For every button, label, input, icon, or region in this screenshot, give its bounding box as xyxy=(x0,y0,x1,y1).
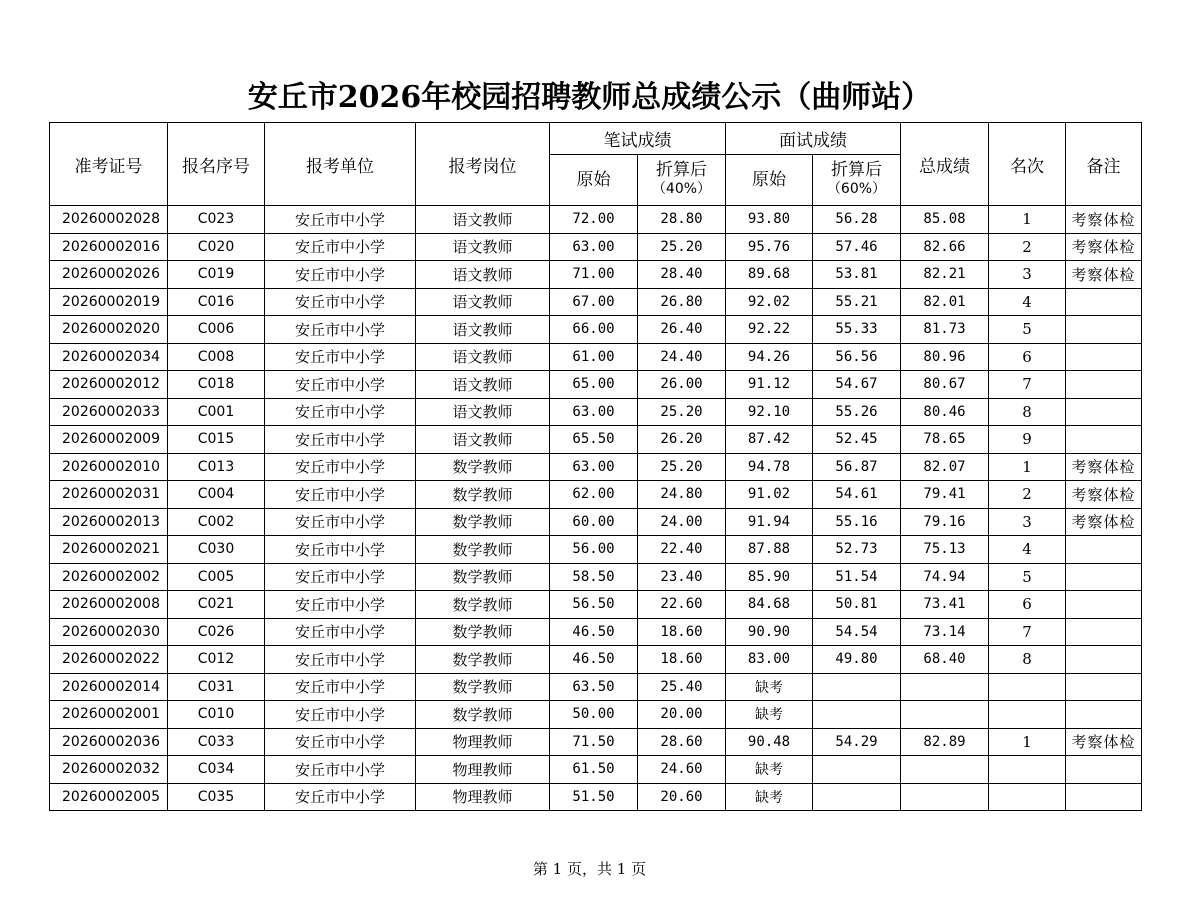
cell-interview-raw: 缺考 xyxy=(726,783,813,811)
cell-interview-raw: 90.90 xyxy=(726,618,813,646)
cell-rank: 2 xyxy=(989,233,1066,261)
cell-rank: 3 xyxy=(989,261,1066,289)
cell-interview-raw: 91.94 xyxy=(726,508,813,536)
cell-written-converted: 25.20 xyxy=(638,398,726,426)
cell-interview-converted xyxy=(813,783,901,811)
cell-rank: 7 xyxy=(989,371,1066,399)
header-written-score: 笔试成绩 xyxy=(550,123,726,155)
cell-written-converted: 18.60 xyxy=(638,646,726,674)
cell-written-converted: 18.60 xyxy=(638,618,726,646)
cell-position: 语文教师 xyxy=(416,343,550,371)
cell-interview-converted: 55.16 xyxy=(813,508,901,536)
cell-note: 考察体检 xyxy=(1066,728,1142,756)
cell-exam-id: 20260002008 xyxy=(50,591,168,619)
cell-rank: 1 xyxy=(989,206,1066,234)
table-row xyxy=(50,343,1142,371)
cell-position: 语文教师 xyxy=(416,206,550,234)
cell-position: 数学教师 xyxy=(416,508,550,536)
cell-total: 78.65 xyxy=(901,426,989,454)
cell-note xyxy=(1066,646,1142,674)
cell-written-raw: 60.00 xyxy=(550,508,638,536)
cell-total: 79.41 xyxy=(901,481,989,509)
table-row xyxy=(50,646,1142,674)
cell-total: 82.21 xyxy=(901,261,989,289)
cell-unit: 安丘市中小学 xyxy=(265,756,416,784)
cell-written-raw: 46.50 xyxy=(550,618,638,646)
cell-interview-raw: 87.42 xyxy=(726,426,813,454)
cell-reg-no: C015 xyxy=(168,426,265,454)
cell-interview-converted: 55.21 xyxy=(813,288,901,316)
cell-unit: 安丘市中小学 xyxy=(265,316,416,344)
cell-unit: 安丘市中小学 xyxy=(265,646,416,674)
score-table xyxy=(49,122,1142,811)
cell-written-raw: 63.00 xyxy=(550,453,638,481)
cell-interview-converted: 52.45 xyxy=(813,426,901,454)
page-footer: 第 1 页，共 1 页 xyxy=(532,860,647,878)
cell-exam-id: 20260002014 xyxy=(50,673,168,701)
cell-reg-no: C031 xyxy=(168,673,265,701)
cell-total: 73.41 xyxy=(901,591,989,619)
cell-total: 80.46 xyxy=(901,398,989,426)
cell-total: 79.16 xyxy=(901,508,989,536)
header-written-converted xyxy=(638,155,726,206)
cell-interview-raw: 87.88 xyxy=(726,536,813,564)
cell-position: 物理教师 xyxy=(416,756,550,784)
cell-unit: 安丘市中小学 xyxy=(265,536,416,564)
table-row xyxy=(50,591,1142,619)
cell-total: 82.89 xyxy=(901,728,989,756)
cell-written-converted: 25.20 xyxy=(638,453,726,481)
cell-note xyxy=(1066,618,1142,646)
cell-total xyxy=(901,756,989,784)
table-row xyxy=(50,426,1142,454)
cell-interview-raw: 89.68 xyxy=(726,261,813,289)
cell-interview-converted: 53.81 xyxy=(813,261,901,289)
cell-total: 80.67 xyxy=(901,371,989,399)
table-row xyxy=(50,453,1142,481)
cell-interview-converted: 56.56 xyxy=(813,343,901,371)
cell-unit: 安丘市中小学 xyxy=(265,508,416,536)
cell-unit: 安丘市中小学 xyxy=(265,233,416,261)
cell-reg-no: C023 xyxy=(168,206,265,234)
cell-position: 语文教师 xyxy=(416,426,550,454)
header-written-raw: 原始 xyxy=(550,155,638,206)
cell-unit: 安丘市中小学 xyxy=(265,673,416,701)
cell-unit: 安丘市中小学 xyxy=(265,288,416,316)
cell-position: 物理教师 xyxy=(416,783,550,811)
cell-rank: 3 xyxy=(989,508,1066,536)
cell-note xyxy=(1066,756,1142,784)
cell-total: 85.08 xyxy=(901,206,989,234)
header-total: 总成绩 xyxy=(901,123,989,206)
cell-written-converted: 25.20 xyxy=(638,233,726,261)
cell-exam-id: 20260002005 xyxy=(50,783,168,811)
cell-position: 数学教师 xyxy=(416,591,550,619)
cell-interview-converted: 56.87 xyxy=(813,453,901,481)
cell-total: 73.14 xyxy=(901,618,989,646)
cell-interview-converted xyxy=(813,673,901,701)
cell-reg-no: C033 xyxy=(168,728,265,756)
cell-interview-converted: 55.26 xyxy=(813,398,901,426)
cell-reg-no: C034 xyxy=(168,756,265,784)
cell-written-converted: 28.60 xyxy=(638,728,726,756)
table-row xyxy=(50,206,1142,234)
cell-exam-id: 20260002012 xyxy=(50,371,168,399)
cell-written-raw: 63.00 xyxy=(550,233,638,261)
cell-rank: 5 xyxy=(989,563,1066,591)
cell-position: 语文教师 xyxy=(416,316,550,344)
cell-position: 数学教师 xyxy=(416,618,550,646)
cell-written-raw: 46.50 xyxy=(550,646,638,674)
cell-rank: 4 xyxy=(989,536,1066,564)
cell-rank: 4 xyxy=(989,288,1066,316)
cell-written-raw: 50.00 xyxy=(550,701,638,729)
cell-interview-raw: 91.12 xyxy=(726,371,813,399)
cell-total: 80.96 xyxy=(901,343,989,371)
cell-written-converted: 26.80 xyxy=(638,288,726,316)
cell-rank: 6 xyxy=(989,343,1066,371)
cell-rank: 1 xyxy=(989,728,1066,756)
cell-written-converted: 26.40 xyxy=(638,316,726,344)
cell-written-converted: 23.40 xyxy=(638,563,726,591)
cell-rank: 2 xyxy=(989,481,1066,509)
cell-reg-no: C002 xyxy=(168,508,265,536)
table-row xyxy=(50,701,1142,729)
cell-interview-converted xyxy=(813,756,901,784)
table-row xyxy=(50,481,1142,509)
cell-note xyxy=(1066,316,1142,344)
cell-exam-id: 20260002036 xyxy=(50,728,168,756)
header-interview-converted-label: 折算后 xyxy=(831,160,882,180)
cell-interview-raw: 84.68 xyxy=(726,591,813,619)
cell-reg-no: C013 xyxy=(168,453,265,481)
cell-exam-id: 20260002013 xyxy=(50,508,168,536)
cell-unit: 安丘市中小学 xyxy=(265,701,416,729)
cell-interview-raw: 93.80 xyxy=(726,206,813,234)
cell-note xyxy=(1066,343,1142,371)
cell-note: 考察体检 xyxy=(1066,233,1142,261)
cell-reg-no: C035 xyxy=(168,783,265,811)
cell-written-raw: 56.50 xyxy=(550,591,638,619)
cell-position: 数学教师 xyxy=(416,481,550,509)
cell-interview-converted: 56.28 xyxy=(813,206,901,234)
cell-note xyxy=(1066,288,1142,316)
cell-interview-raw: 92.02 xyxy=(726,288,813,316)
cell-written-converted: 28.40 xyxy=(638,261,726,289)
cell-unit: 安丘市中小学 xyxy=(265,618,416,646)
cell-position: 语文教师 xyxy=(416,288,550,316)
cell-written-raw: 65.50 xyxy=(550,426,638,454)
cell-exam-id: 20260002028 xyxy=(50,206,168,234)
cell-interview-converted: 51.54 xyxy=(813,563,901,591)
cell-written-converted: 20.60 xyxy=(638,783,726,811)
cell-written-converted: 26.20 xyxy=(638,426,726,454)
cell-note xyxy=(1066,591,1142,619)
table-row xyxy=(50,756,1142,784)
cell-exam-id: 20260002021 xyxy=(50,536,168,564)
cell-written-raw: 65.00 xyxy=(550,371,638,399)
table-row xyxy=(50,288,1142,316)
cell-exam-id: 20260002026 xyxy=(50,261,168,289)
cell-interview-converted: 54.61 xyxy=(813,481,901,509)
cell-interview-raw: 94.78 xyxy=(726,453,813,481)
cell-interview-raw: 91.02 xyxy=(726,481,813,509)
cell-unit: 安丘市中小学 xyxy=(265,343,416,371)
cell-written-converted: 25.40 xyxy=(638,673,726,701)
table-row xyxy=(50,508,1142,536)
cell-interview-raw: 85.90 xyxy=(726,563,813,591)
header-written-converted-label: 折算后 xyxy=(656,160,707,180)
cell-position: 语文教师 xyxy=(416,398,550,426)
table-row xyxy=(50,783,1142,811)
cell-reg-no: C008 xyxy=(168,343,265,371)
cell-rank: 1 xyxy=(989,453,1066,481)
cell-position: 物理教师 xyxy=(416,728,550,756)
cell-note xyxy=(1066,536,1142,564)
cell-exam-id: 20260002031 xyxy=(50,481,168,509)
cell-interview-raw: 90.48 xyxy=(726,728,813,756)
cell-interview-raw: 92.10 xyxy=(726,398,813,426)
cell-rank xyxy=(989,673,1066,701)
cell-interview-raw: 缺考 xyxy=(726,673,813,701)
cell-unit: 安丘市中小学 xyxy=(265,371,416,399)
cell-interview-converted: 54.54 xyxy=(813,618,901,646)
table-row xyxy=(50,728,1142,756)
cell-reg-no: C010 xyxy=(168,701,265,729)
cell-interview-raw: 83.00 xyxy=(726,646,813,674)
cell-position: 数学教师 xyxy=(416,563,550,591)
cell-exam-id: 20260002022 xyxy=(50,646,168,674)
cell-written-raw: 71.00 xyxy=(550,261,638,289)
header-written-percent: （40%） xyxy=(651,181,712,197)
cell-position: 数学教师 xyxy=(416,453,550,481)
cell-reg-no: C018 xyxy=(168,371,265,399)
cell-written-raw: 72.00 xyxy=(550,206,638,234)
cell-written-converted: 24.00 xyxy=(638,508,726,536)
table-row xyxy=(50,371,1142,399)
header-interview-converted xyxy=(813,155,901,206)
cell-written-raw: 61.50 xyxy=(550,756,638,784)
cell-exam-id: 20260002010 xyxy=(50,453,168,481)
header-interview-raw: 原始 xyxy=(726,155,813,206)
cell-written-converted: 24.60 xyxy=(638,756,726,784)
cell-interview-raw: 92.22 xyxy=(726,316,813,344)
score-table-body xyxy=(50,206,1142,811)
header-interview-percent: （60%） xyxy=(826,181,887,197)
cell-interview-raw: 缺考 xyxy=(726,701,813,729)
cell-written-raw: 62.00 xyxy=(550,481,638,509)
table-row xyxy=(50,563,1142,591)
cell-total: 81.73 xyxy=(901,316,989,344)
cell-written-converted: 28.80 xyxy=(638,206,726,234)
cell-unit: 安丘市中小学 xyxy=(265,591,416,619)
cell-written-raw: 61.00 xyxy=(550,343,638,371)
cell-exam-id: 20260002001 xyxy=(50,701,168,729)
cell-total: 75.13 xyxy=(901,536,989,564)
cell-written-converted: 22.40 xyxy=(638,536,726,564)
cell-interview-converted: 50.81 xyxy=(813,591,901,619)
cell-reg-no: C001 xyxy=(168,398,265,426)
header-reg-no: 报名序号 xyxy=(168,123,265,206)
cell-exam-id: 20260002032 xyxy=(50,756,168,784)
cell-total: 82.07 xyxy=(901,453,989,481)
table-row xyxy=(50,261,1142,289)
cell-interview-converted: 54.67 xyxy=(813,371,901,399)
cell-written-converted: 20.00 xyxy=(638,701,726,729)
cell-note: 考察体检 xyxy=(1066,261,1142,289)
cell-rank: 5 xyxy=(989,316,1066,344)
cell-total: 82.66 xyxy=(901,233,989,261)
cell-exam-id: 20260002033 xyxy=(50,398,168,426)
cell-interview-raw: 94.26 xyxy=(726,343,813,371)
cell-total: 82.01 xyxy=(901,288,989,316)
cell-total: 68.40 xyxy=(901,646,989,674)
cell-rank: 8 xyxy=(989,398,1066,426)
cell-written-converted: 22.60 xyxy=(638,591,726,619)
cell-unit: 安丘市中小学 xyxy=(265,426,416,454)
cell-total: 74.94 xyxy=(901,563,989,591)
table-row xyxy=(50,536,1142,564)
cell-unit: 安丘市中小学 xyxy=(265,783,416,811)
cell-interview-converted: 54.29 xyxy=(813,728,901,756)
cell-written-raw: 66.00 xyxy=(550,316,638,344)
cell-total xyxy=(901,783,989,811)
cell-interview-converted: 52.73 xyxy=(813,536,901,564)
cell-note xyxy=(1066,783,1142,811)
cell-unit: 安丘市中小学 xyxy=(265,728,416,756)
cell-position: 语文教师 xyxy=(416,261,550,289)
cell-position: 语文教师 xyxy=(416,233,550,261)
cell-written-converted: 24.80 xyxy=(638,481,726,509)
cell-position: 数学教师 xyxy=(416,673,550,701)
table-row xyxy=(50,618,1142,646)
table-row xyxy=(50,316,1142,344)
cell-written-raw: 63.00 xyxy=(550,398,638,426)
cell-reg-no: C030 xyxy=(168,536,265,564)
cell-unit: 安丘市中小学 xyxy=(265,453,416,481)
header-position: 报考岗位 xyxy=(416,123,550,206)
table-row xyxy=(50,233,1142,261)
cell-reg-no: C019 xyxy=(168,261,265,289)
cell-note xyxy=(1066,673,1142,701)
header-note: 备注 xyxy=(1066,123,1142,206)
cell-exam-id: 20260002009 xyxy=(50,426,168,454)
cell-position: 数学教师 xyxy=(416,646,550,674)
cell-interview-raw: 95.76 xyxy=(726,233,813,261)
cell-rank: 9 xyxy=(989,426,1066,454)
cell-note xyxy=(1066,701,1142,729)
cell-reg-no: C026 xyxy=(168,618,265,646)
cell-total xyxy=(901,701,989,729)
cell-note: 考察体检 xyxy=(1066,206,1142,234)
cell-interview-converted: 55.33 xyxy=(813,316,901,344)
cell-exam-id: 20260002016 xyxy=(50,233,168,261)
page-title: 安丘市2026年校园招聘教师总成绩公示（曲师站） xyxy=(247,80,932,115)
cell-written-converted: 26.00 xyxy=(638,371,726,399)
cell-unit: 安丘市中小学 xyxy=(265,481,416,509)
cell-rank xyxy=(989,783,1066,811)
cell-unit: 安丘市中小学 xyxy=(265,206,416,234)
table-row xyxy=(50,398,1142,426)
cell-rank: 6 xyxy=(989,591,1066,619)
cell-exam-id: 20260002020 xyxy=(50,316,168,344)
cell-written-raw: 71.50 xyxy=(550,728,638,756)
cell-note: 考察体检 xyxy=(1066,481,1142,509)
header-rank: 名次 xyxy=(989,123,1066,206)
cell-reg-no: C005 xyxy=(168,563,265,591)
cell-position: 数学教师 xyxy=(416,701,550,729)
cell-exam-id: 20260002002 xyxy=(50,563,168,591)
cell-unit: 安丘市中小学 xyxy=(265,398,416,426)
cell-note xyxy=(1066,426,1142,454)
header-exam-id: 准考证号 xyxy=(50,123,168,206)
cell-reg-no: C021 xyxy=(168,591,265,619)
cell-rank: 8 xyxy=(989,646,1066,674)
cell-exam-id: 20260002034 xyxy=(50,343,168,371)
cell-written-converted: 24.40 xyxy=(638,343,726,371)
cell-interview-converted: 49.80 xyxy=(813,646,901,674)
cell-written-raw: 67.00 xyxy=(550,288,638,316)
cell-interview-converted xyxy=(813,701,901,729)
cell-total xyxy=(901,673,989,701)
cell-position: 语文教师 xyxy=(416,371,550,399)
cell-exam-id: 20260002030 xyxy=(50,618,168,646)
cell-position: 数学教师 xyxy=(416,536,550,564)
cell-reg-no: C006 xyxy=(168,316,265,344)
cell-reg-no: C016 xyxy=(168,288,265,316)
cell-rank xyxy=(989,756,1066,784)
cell-note: 考察体检 xyxy=(1066,453,1142,481)
cell-exam-id: 20260002019 xyxy=(50,288,168,316)
cell-note xyxy=(1066,398,1142,426)
cell-unit: 安丘市中小学 xyxy=(265,261,416,289)
cell-unit: 安丘市中小学 xyxy=(265,563,416,591)
cell-rank xyxy=(989,701,1066,729)
cell-written-raw: 63.50 xyxy=(550,673,638,701)
header-unit: 报考单位 xyxy=(265,123,416,206)
cell-written-raw: 56.00 xyxy=(550,536,638,564)
cell-reg-no: C004 xyxy=(168,481,265,509)
cell-reg-no: C020 xyxy=(168,233,265,261)
header-interview-score: 面试成绩 xyxy=(726,123,901,155)
cell-rank: 7 xyxy=(989,618,1066,646)
cell-interview-raw: 缺考 xyxy=(726,756,813,784)
cell-note xyxy=(1066,563,1142,591)
cell-written-raw: 58.50 xyxy=(550,563,638,591)
cell-interview-converted: 57.46 xyxy=(813,233,901,261)
cell-note xyxy=(1066,371,1142,399)
cell-written-raw: 51.50 xyxy=(550,783,638,811)
table-row xyxy=(50,673,1142,701)
cell-reg-no: C012 xyxy=(168,646,265,674)
cell-note: 考察体检 xyxy=(1066,508,1142,536)
